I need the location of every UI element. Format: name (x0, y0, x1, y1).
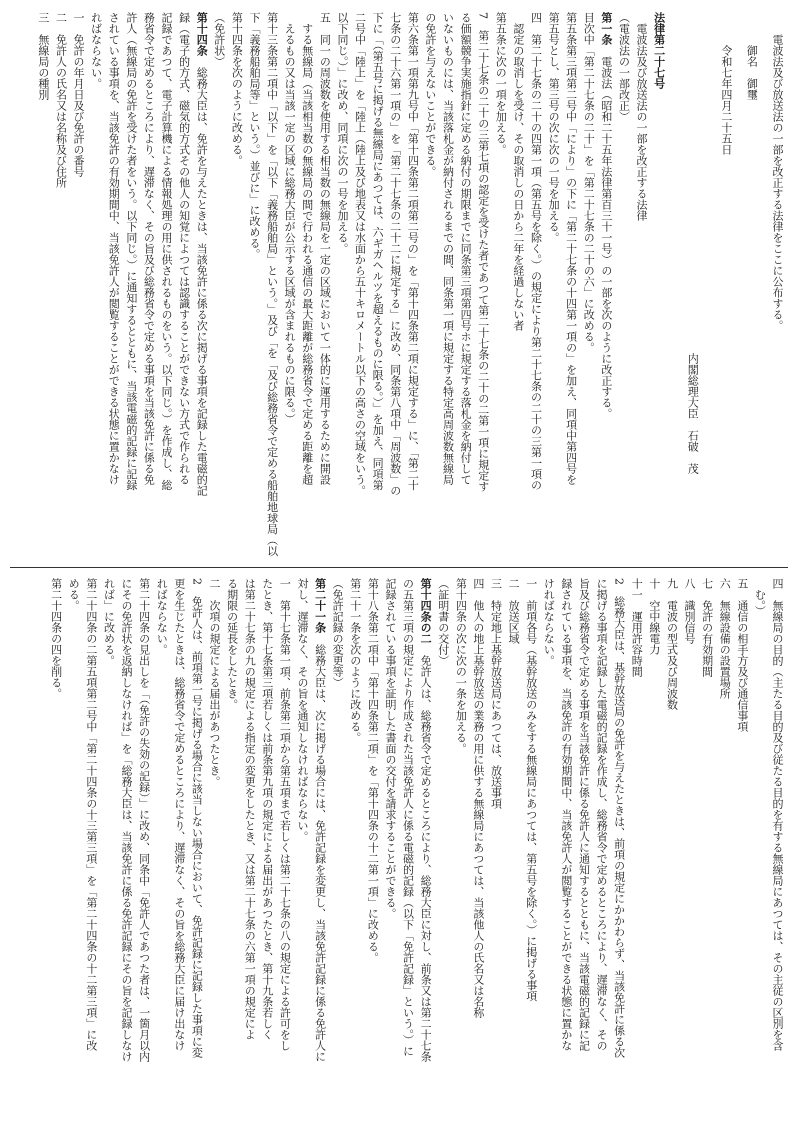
article-1-line: 四 第二十七条の二十の四第一項（第五号を除く。）の規定により第二十七条の二十の三第一項の (529, 12, 543, 491)
article-14-item: 七 免許の有効期間 (700, 578, 714, 677)
paragraph-2-line: 2 総務大臣は、基幹放送局の免許を与えたときは、前項の規定にかかわらず、当該免許に係る次 (612, 578, 626, 1058)
spacer (676, 12, 684, 560)
section-heading: （免許状） (212, 12, 226, 67)
lower-section (12, 578, 786, 1116)
section-heading: （電波法の一部改正） (617, 12, 631, 122)
amendment-line: にその免許状を返納しなければ」を「総務大臣は、当該免許に係る免許記録にその旨を記録しなけ (120, 578, 134, 1062)
article-1-first-line (597, 12, 615, 560)
article-1-line: いないものには、当該落札金が納付されるまでの間、同条第一項に規定する特定高周波数無線局 (441, 12, 455, 485)
paragraph-2-item: 一 前項各号（基幹放送のみをする無線局にあつては、第五号を除く。）に掲げる事項 (524, 578, 538, 1002)
amendment-line: 第十八条第二項中「第十四条第二項」を「第十四条の十二第一項」に改める。 (366, 578, 380, 963)
signatory-name: 石破 茂 (686, 430, 700, 474)
article-14-line: 許人（無線局の免許を受けた者をいう。以下同じ。）に通知するとともに、当該電磁的記録に記録 (124, 12, 138, 491)
article-14-item: 八 識別信号 (683, 578, 697, 644)
article-14-item: 六 無線設備の設置場所 (718, 578, 732, 699)
amendment-line: 更を生じたときは、総務省令で定めるところにより、遅滞なく、その旨を総務大臣に届け出なけ (172, 578, 186, 1051)
article-1-line: 認定の取消しを受け、その取消しの日から二年を経過しない者 (511, 23, 525, 331)
article-1-line: 二号中「陸上」を「陸上（陸上及び地表又は水面から五十キロメートル以下の高さの空域をいう。 (353, 12, 367, 496)
article-1-line: えるもの又は当該一定の区域に総務大臣が公示する区域が含まれるものに限る。） (283, 23, 297, 425)
article-1-line: 第五号とし、第三号の次に次の一号を加える。 (547, 12, 561, 243)
article-14-first-line (193, 12, 211, 560)
amendment-line: 第二十四条の見出しを「（免許の失効の記録）」に改め、同条中「免許人であつた者は、一箇月以内 (137, 578, 151, 1062)
article-14-item: 三 無線局の種別 (36, 12, 50, 100)
amendment-line: 第二十四条の四を削る。 (49, 578, 63, 699)
article-1-line: 七条の二十六第一項の」を「第二十七条の二十二に規定する」に改め、同条第八項中「周波数」の (388, 12, 402, 496)
article-21-first-line (311, 578, 329, 1116)
article-14-item: 十 空中線電力 (647, 578, 661, 655)
upper-section (12, 12, 786, 560)
paragraph-2-item: 二 放送区域 (507, 578, 521, 644)
article-14-line: 務省令で定めるところにより、遅滞なく、その旨及び総務省令で定める事項を当該免許に係る免 (142, 12, 156, 485)
article-21-line: 一 第十七条第一項、前条第二項から第五項まで若しくは第二十七条の八の規定による許可をし (278, 578, 292, 1051)
amendment-line: 2 免許人は、前項第一号に掲げる場合に該当しない場合において、免許記録に記録した事項に変 (190, 578, 204, 1058)
spacer (668, 12, 676, 560)
article-14-item: 二 免許人の氏名又は名称及び住所 (54, 12, 68, 188)
article-1-line: の免許を与えないことができる。 (423, 12, 437, 177)
article-1-line: 下「義務船舶局等」という。）並びに」に改める。 (247, 12, 261, 260)
article-14-item: 四 無線局の目的（主たる目的及び従たる目的を有する無線局にあつては、その主従の区別を含 (771, 578, 784, 1051)
article-1-line: 第十三条第二項中「以下」を「以下「義務船舶局」という。」及び「を「及び総務省令で定める船舶地球局（以 (265, 12, 279, 557)
article-14-line: ればならない。 (89, 12, 103, 89)
amendment-line: 第十四条の次に次の一条を加える。 (454, 578, 468, 754)
article-1-line: る価額競争実施指針に定める納付の期限までに同条第三項第四号ホに規定する落札金を納付して (459, 12, 473, 485)
article-1-line: 下に「（第五号に掲げる無線局にあつては、六ギガヘルツを超えるものに限る。）」を加え、同項第 (371, 12, 385, 491)
article-14-line: 記録であつて、電子計算機による情報処理の用に供されるものをいう。以下同じ。）を作成し、総 (160, 12, 173, 491)
article-14-item: 一 免許の年月日及び免許の番号 (72, 12, 86, 177)
article-14-first-line-label: 第十四条 (195, 12, 209, 56)
amendment-line: める。 (67, 578, 81, 611)
law-title: 電波法及び放送法の一部を改正する法律 (635, 23, 649, 221)
section-divider (10, 567, 788, 568)
article-1-line: 目次中「第二十七条の二十」を「第二十七条の二十の六」に改める。 (582, 12, 596, 353)
article-21-first-line-text: 総務大臣は、次に掲げる場合には、免許記録を変更し、当該免許記録に係る免許人に (313, 644, 327, 1062)
article-1-first-line-text: 電波法（昭和二十五年法律第百三十一号）の一部を次のように改正する。 (599, 56, 613, 419)
law-number: 法律第二十七号 (652, 12, 666, 89)
article-14-item: 十一 運用許容時間 (630, 578, 644, 677)
amendment-line: ればならない。 (155, 578, 169, 655)
article-1-line: 第五条第三項第二号中「により」の下に「第二十七条の十四第一項の」を加え、同項中第四号を (564, 12, 578, 485)
paragraph-2-line: 録されている事項を、当該免許の有効期間中、当該免許人が閲覧することができる状態に置かな (559, 578, 573, 1051)
article-21-line: たとき、第十七条第三項若しくは前条第九項の規定による届出があつたとき、第十九条若しく (260, 578, 274, 1040)
article-1-line: 7 第二十七条の二十の三第七項の認定を受けた者であつて第二十七条の二十の二第一項に規定す (476, 12, 490, 492)
section-heading: （免許記録の変更等） (331, 578, 345, 688)
article-14-2-line: の五第三項の規定により作成された当該免許人に係る電磁的記録（以下「免許記録」という。）に (401, 578, 415, 1057)
article-14-first-line-text: 総務大臣は、免許を与えたときは、当該免許に係る次に掲げる事項を記録した電磁的記 (195, 67, 209, 496)
amendment-line: 第二十一条を次のように改める。 (348, 578, 362, 743)
article-1-first-line-label: 第一条 (599, 12, 613, 45)
paragraph-2-line: に掲げる事項を記録した電磁的記録を作成し、総務省令で定めるところにより、遅滞なく、その (595, 578, 609, 1051)
article-14-2-line: 記録されている事項を証明した書面の交付を請求することができる。 (383, 578, 397, 919)
article-21-line: は第二十七条の九の規定による指定の変更をしたとき、又は第二十七条の六第一項の規定によ (243, 578, 257, 1040)
article-21-first-line-label: 第二十一条 (313, 578, 327, 633)
article-21-line: る期限の延長をしたとき。 (225, 578, 239, 710)
amendment-line: れば」に改める。 (102, 578, 116, 666)
article-1-line: 第六条第一項第九号中「第十四条第二項第二号の」を「第十四条第二項に規定する」に、「第二十 (406, 12, 420, 491)
paragraph-2-item: 四 他人の地上基幹放送の業務の用に供する無線局にあつては、当該他人の氏名又は名称 (471, 578, 485, 1018)
article-21-line: 対し、遅滞なく、その旨を通知しなければならない。 (295, 578, 309, 842)
spacer (709, 12, 717, 560)
article-14-item: 九 電波の型式及び周波数 (665, 578, 679, 710)
article-14-item: 五 通信の相手方及び通信事項 (735, 578, 749, 732)
article-14-line: 録（電子的方式、磁気的方式その他人の知覚によつては認識することができない方式で作られる (177, 12, 191, 485)
article-14-2-first-line-label: 第十四条の二 (419, 578, 433, 644)
article-1-line: 第十四条を次のように改める。 (230, 12, 244, 166)
article-1-line: 第五条に次の一項を加える。 (494, 12, 508, 155)
seal-text: 御名 御璽 (745, 45, 759, 100)
article-1-line: 五 同一の周波数を使用する相当数の無線局を一定の区域において一体的に運用するために開設 (318, 12, 332, 485)
paragraph-2-line: 旨及び総務省令で定める事項を当該免許に係る免許人に通知するとともに、当該電磁的記録に記 (577, 578, 591, 1051)
article-1-line: 以下同じ。）」に改め、同項に次の一号を加える。 (335, 12, 349, 254)
spacer (735, 12, 743, 560)
promulgation-text: 電波法及び放送法の一部を改正する法律をここに公布する。 (771, 34, 784, 331)
signature-line (684, 12, 702, 560)
spacer (760, 12, 768, 560)
article-14-item: む。） (753, 589, 767, 617)
article-1-line: する無線局（当該相当数の無線局の間で行われる通信の最大距離が総務省令で定める距離を超 (300, 23, 314, 485)
paragraph-2-item: 三 特定地上基幹放送局にあつては、放送事項 (489, 578, 503, 809)
amendment-line: 第二十四条の二第五項第二号中「第二十四条の十三第三項」を「第二十四条の十二第三項」に改 (84, 578, 98, 1051)
article-14-2-first-line-text: 免許人は、総務省令で定めるところにより、総務大臣に対し、前条又は第二十七条 (419, 655, 433, 1062)
paragraph-2-line: ければならない。 (542, 578, 556, 666)
section-heading: （証明書の交付） (436, 578, 450, 666)
promulgation-date: 令和七年四月二十五日 (719, 45, 733, 155)
article-21-line: 二 次項の規定による届出があつたとき。 (208, 578, 221, 787)
signatory-title: 内閣総理大臣 (686, 353, 700, 419)
spacer (701, 12, 709, 560)
article-14-line: されている事項を、当該免許の有効期間中、当該免許人が閲覧することができる状態に置かなけ (107, 12, 121, 485)
article-14-2-first-line (417, 578, 435, 1116)
